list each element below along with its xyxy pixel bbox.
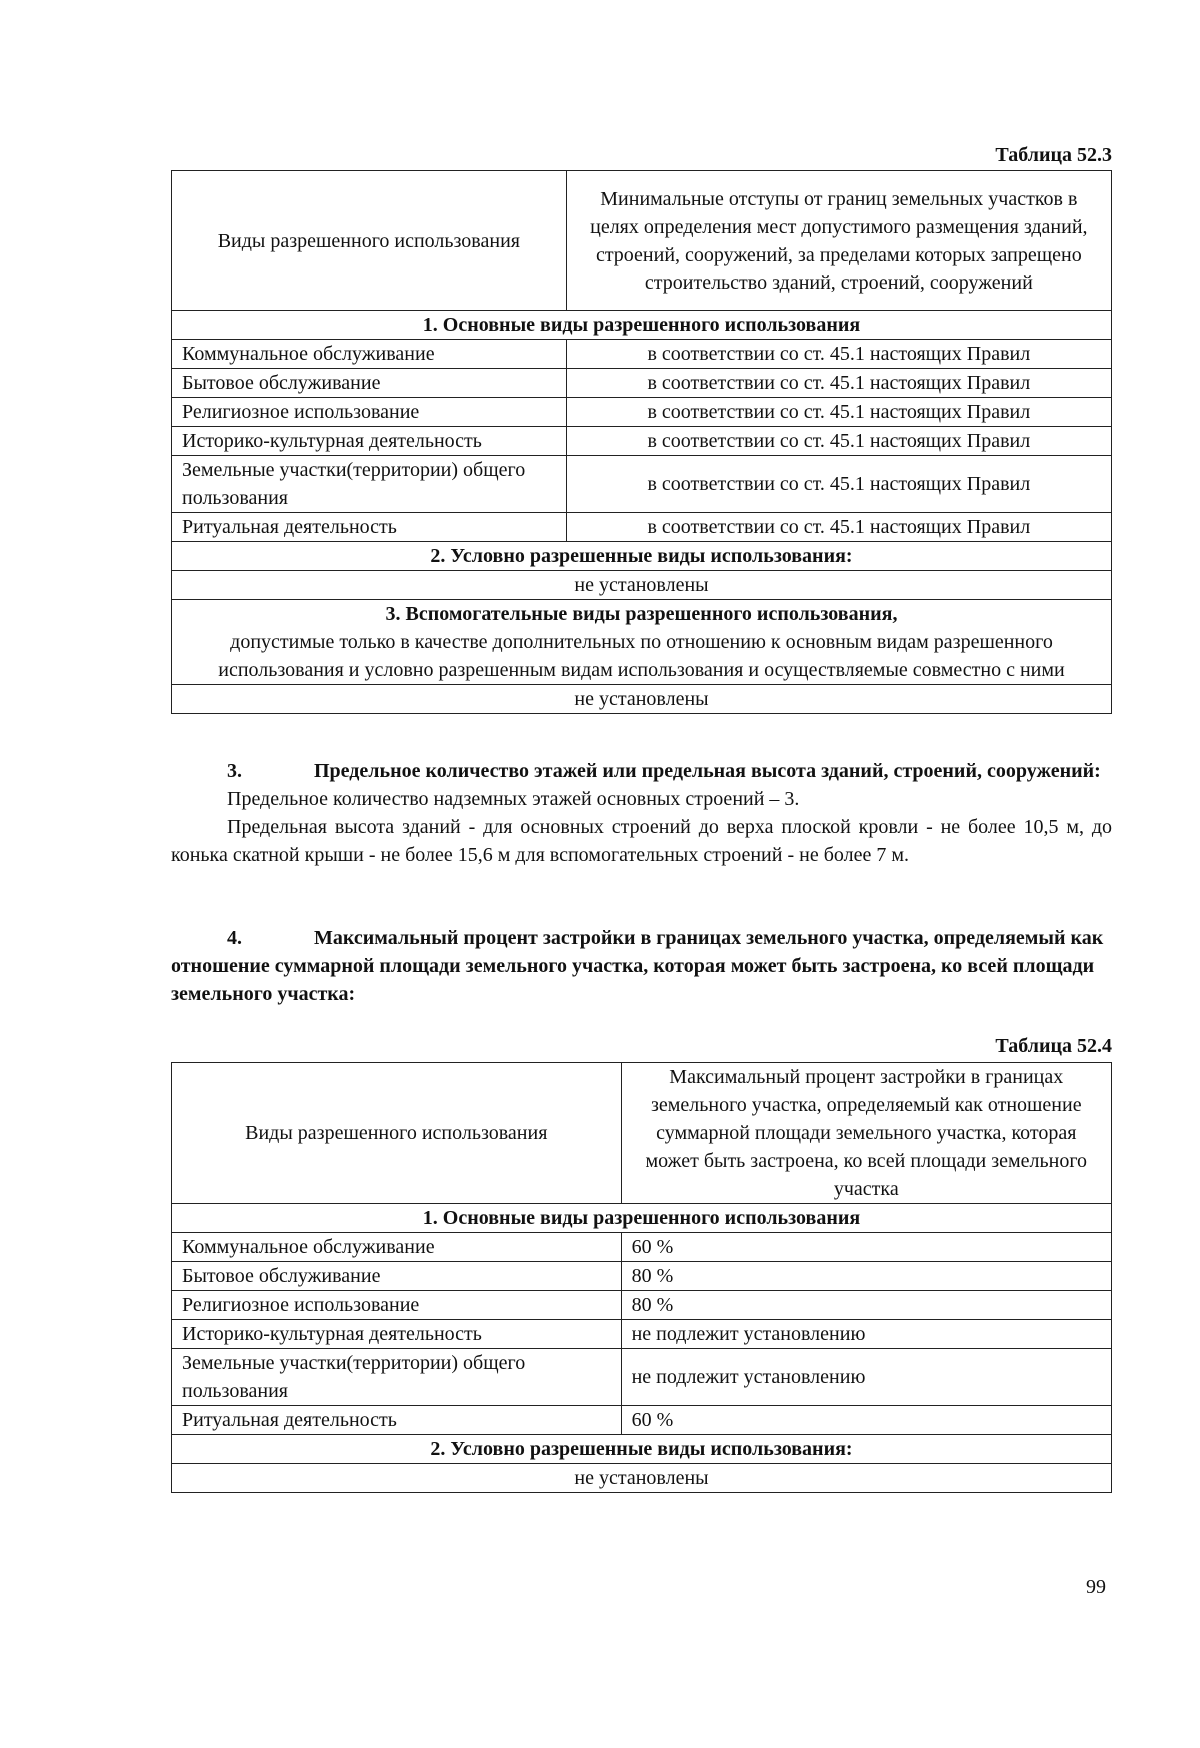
section-auxiliary-text: допустимые только в качестве дополнительных по отношению к основным видам разрешенного использования и условно разрешенным видам использования и осуществляемые совместно с ними: [218, 631, 1065, 681]
section-conditional-value: не установлены: [172, 571, 1112, 600]
section-row: [172, 311, 1112, 340]
section-row: [172, 1435, 1112, 1464]
row-type: Земельные участки(территории) общего пользования: [172, 456, 567, 513]
table-52-3-caption: Таблица 52.3: [995, 144, 1112, 166]
section-auxiliary-title: 3. Вспомогательные виды разрешенного использования,: [385, 603, 898, 625]
header-cell-max-percent: Максимальный процент застройки в границах земельного участка, определяемый как отношение суммарной площади земельного участка, которая может быть застроена, ко всей площади земельного участка: [621, 1063, 1111, 1204]
table-row: [172, 513, 1112, 542]
row-type: Ритуальная деятельность: [172, 1406, 622, 1435]
section-auxiliary-value: не установлены: [172, 685, 1112, 714]
section-main-types: 1. Основные виды разрешенного использования: [172, 1204, 1112, 1233]
table-row: [172, 685, 1112, 714]
row-type: Ритуальная деятельность: [172, 513, 567, 542]
row-value: не подлежит установлению: [621, 1349, 1111, 1406]
row-type: Религиозное использование: [172, 398, 567, 427]
table-row: [172, 571, 1112, 600]
row-value: в соответствии со ст. 45.1 настоящих Правил: [566, 398, 1111, 427]
section-row: [172, 600, 1112, 685]
table-52-3: [171, 170, 1112, 714]
table-row: [172, 1262, 1112, 1291]
table-row: [172, 340, 1112, 369]
table-row: [172, 427, 1112, 456]
table-52-4-caption: Таблица 52.4: [995, 1035, 1112, 1057]
table-row: [172, 1464, 1112, 1493]
row-value: 60 %: [621, 1406, 1111, 1435]
header-cell-types: Виды разрешенного использования: [172, 1063, 622, 1204]
table-header-row: [172, 1063, 1112, 1204]
item-3: [171, 757, 1112, 869]
header-cell-setbacks: Минимальные отступы от границ земельных участков в целях определения мест допустимого размещения зданий, строений, сооружений, за пределами которых запрещено строительство зданий, строений, сооружений: [566, 171, 1111, 311]
table-header-row: [172, 171, 1112, 311]
row-value: в соответствии со ст. 45.1 настоящих Правил: [566, 340, 1111, 369]
section-row: [172, 1204, 1112, 1233]
section-row: [172, 542, 1112, 571]
row-type: Земельные участки(территории) общего пользования: [172, 1349, 622, 1406]
row-type: Бытовое обслуживание: [172, 1262, 622, 1291]
row-value: в соответствии со ст. 45.1 настоящих Правил: [566, 369, 1111, 398]
table-row: [172, 1233, 1112, 1262]
table-row: [172, 456, 1112, 513]
row-type: Коммунальное обслуживание: [172, 1233, 622, 1262]
page-number: 99: [1086, 1576, 1106, 1598]
item-4-heading: 4. Максимальный процент застройки в границах земельного участка, определяемый как отношение суммарной площади земельного участка, которая может быть застроена, ко всей площади земельного участка:: [171, 927, 1104, 1005]
table-row: [172, 1291, 1112, 1320]
item-3-heading: 3. Предельное количество этажей или предельная высота зданий, строений, сооружений:: [227, 760, 1101, 782]
table-row: [172, 398, 1112, 427]
row-value: в соответствии со ст. 45.1 настоящих Правил: [566, 513, 1111, 542]
table-row: [172, 1349, 1112, 1406]
item-3-paragraph-1: Предельное количество надземных этажей основных строений – 3.: [227, 788, 800, 810]
row-type: Религиозное использование: [172, 1291, 622, 1320]
header-cell-types: Виды разрешенного использования: [172, 171, 567, 311]
table-row: [172, 1320, 1112, 1349]
table-52-4: [171, 1062, 1112, 1493]
row-type: Бытовое обслуживание: [172, 369, 567, 398]
section-auxiliary-types: [172, 600, 1112, 685]
row-value: 80 %: [621, 1291, 1111, 1320]
row-value: не подлежит установлению: [621, 1320, 1111, 1349]
row-type: Историко-культурная деятельность: [172, 427, 567, 456]
section-conditional-types: 2. Условно разрешенные виды использования:: [172, 1435, 1112, 1464]
item-4: [171, 924, 1112, 1008]
row-value: 60 %: [621, 1233, 1111, 1262]
section-conditional-value: не установлены: [172, 1464, 1112, 1493]
section-main-types: 1. Основные виды разрешенного использования: [172, 311, 1112, 340]
section-conditional-types: 2. Условно разрешенные виды использования:: [172, 542, 1112, 571]
row-value: в соответствии со ст. 45.1 настоящих Правил: [566, 456, 1111, 513]
item-3-paragraph-2: Предельная высота зданий - для основных строений до верха плоской кровли - не более 10,5 м, до конька скатной крыши - не более 15,6 м для вспомогательных строений - не более 7 м.: [171, 816, 1112, 866]
table-row: [172, 369, 1112, 398]
row-type: Коммунальное обслуживание: [172, 340, 567, 369]
row-type: Историко-культурная деятельность: [172, 1320, 622, 1349]
row-value: в соответствии со ст. 45.1 настоящих Правил: [566, 427, 1111, 456]
table-row: [172, 1406, 1112, 1435]
row-value: 80 %: [621, 1262, 1111, 1291]
